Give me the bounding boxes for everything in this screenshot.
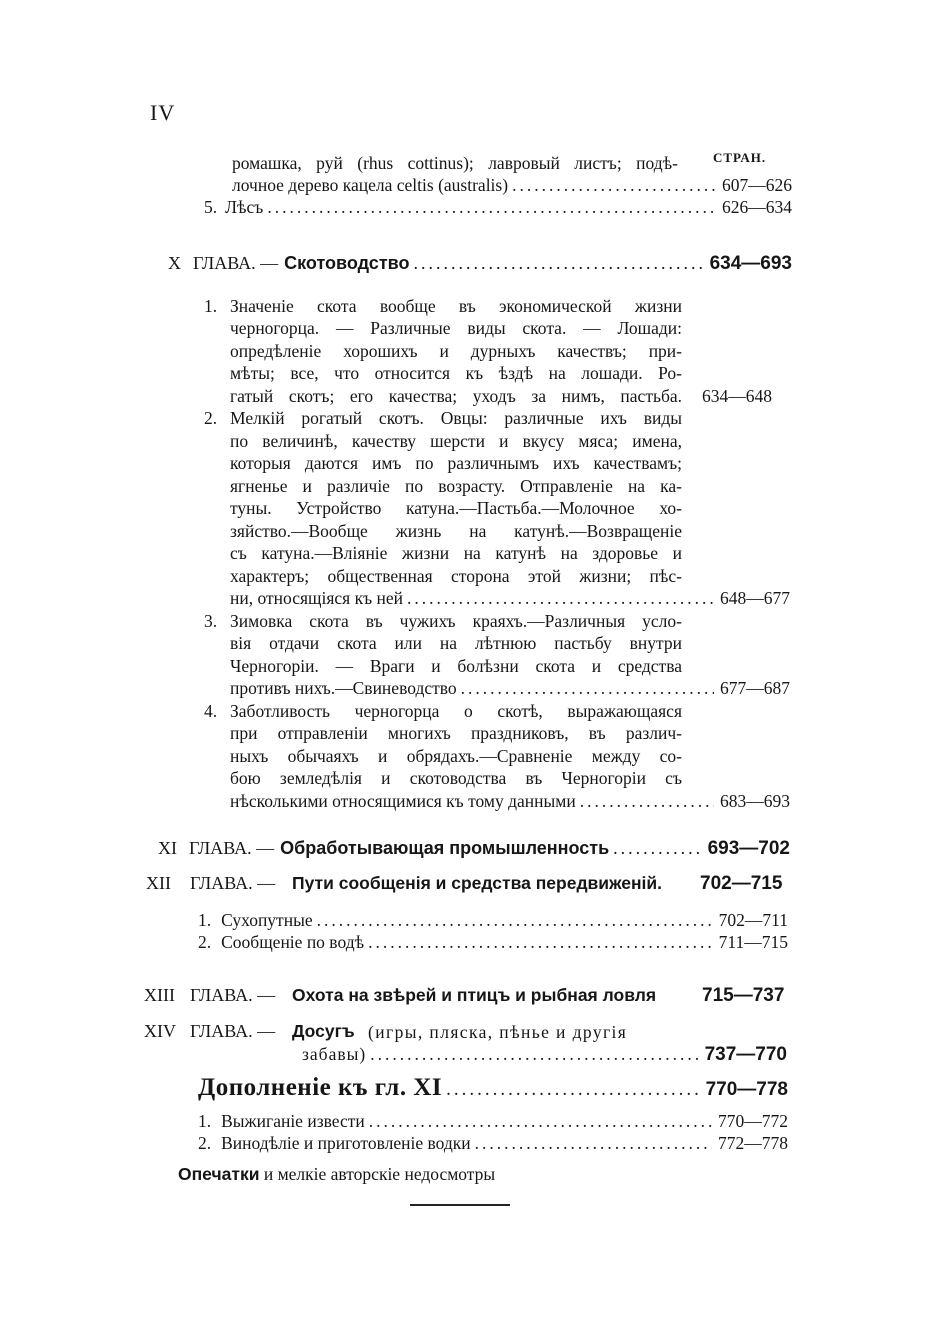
toc-item-text: Выжиганіе извести — [221, 1111, 365, 1131]
chapter-word: ГЛАВА. — — [190, 1021, 276, 1041]
chapter-pages: 634—693 — [709, 253, 792, 274]
item-pages: 683—693 — [720, 791, 790, 811]
item-number: 3. — [204, 611, 218, 631]
chapter-roman: XII — [146, 873, 171, 893]
toc-subitem — [198, 1132, 788, 1154]
item-pages: 677—687 — [720, 678, 790, 698]
toc-item-number: 5. — [204, 197, 218, 217]
chapter-pages: 715—737 — [702, 985, 785, 1006]
chapter-title: Досугъ — [292, 1021, 355, 1041]
dot-leader — [613, 838, 701, 859]
item-line: ни, относящіяся къ ней — [230, 588, 404, 608]
chapter-10-heading — [168, 253, 792, 275]
item-line: Зимовка скота въ чужихъ краяхъ.—Различныя усло- — [230, 611, 682, 631]
item-line: съ катуна.—Вліяніе жизни на катунѣ на здоровье и — [230, 543, 682, 563]
item-number: 4. — [204, 701, 218, 721]
item-line: мѣты; все, что относится къ ѣздѣ на лошади. Ро- — [230, 363, 682, 383]
toc-item-number: 1. — [198, 910, 212, 930]
chapter-title: Пути сообщенія и средства передвиженій. — [292, 873, 663, 893]
item-line: противъ нихъ.—Свиневодство — [230, 678, 457, 698]
dot-leader — [413, 253, 703, 274]
chapter-pages: 737—770 — [704, 1044, 787, 1065]
chapter-title: Скотоводство — [284, 253, 410, 273]
chapter-roman: XIV — [144, 1021, 176, 1041]
chapter-pages: 702—715 — [700, 873, 783, 894]
item-last-line — [230, 790, 790, 812]
item-pages: 648—677 — [720, 588, 790, 608]
item-line: Заботливость черногорца о скотѣ, выражающаяся — [230, 701, 682, 721]
item-line: Значеніе скота вообще въ экономической жизни — [230, 296, 682, 316]
toc-item-pages: 702—711 — [718, 910, 788, 930]
toc-continuation-line-1: ромашка, руй (rhus cottinus); лавровый листъ; подѣ- — [232, 153, 678, 173]
errata-line — [178, 1164, 495, 1185]
item-last-line — [230, 677, 790, 699]
toc-entry-text: лочное дерево кацела celtis (australis) — [232, 175, 509, 195]
item-number: 1. — [204, 296, 218, 316]
dot-leader — [446, 1079, 699, 1101]
toc-item-number: 2. — [198, 1133, 212, 1153]
toc-entry-pages: 607—626 — [722, 175, 792, 195]
chapter-11-heading — [158, 838, 790, 860]
dot-leader — [580, 790, 714, 812]
dot-leader — [512, 174, 716, 196]
item-line: по величинѣ, качеству шерсти и вкусу мяса; имена, — [230, 431, 682, 451]
item-line: ягненье и различіе по возрасту. Отправленіе на ка- — [230, 476, 682, 496]
item-line: гатый скотъ; его качества; уходъ за нимъ, пастьба. — [230, 386, 682, 406]
toc-item-number: 1. — [198, 1111, 212, 1131]
item-line: опредѣленіе хорошихъ и дурныхъ качествъ; при- — [230, 341, 682, 361]
dot-leader — [317, 909, 713, 931]
errata-rest: и мелкіе авторскіе недосмотры — [263, 1164, 496, 1184]
dot-leader — [267, 196, 716, 218]
item-number: 2. — [204, 408, 218, 428]
end-rule — [410, 1204, 510, 1206]
toc-item-text: Винодѣліе и приготовленіе водки — [221, 1133, 471, 1153]
item-line: зяйство.—Вообще жизнь на катунѣ.—Возвращеніе — [230, 521, 682, 541]
toc-item-text: Сообщеніе по водѣ — [221, 932, 365, 952]
toc-item-pages: 770—772 — [718, 1111, 788, 1131]
chapter-title: Охота на звѣрей и птицъ и рыбная ловля — [292, 985, 657, 1005]
toc-item-number: 2. — [198, 932, 212, 952]
appendix-heading — [198, 1074, 788, 1102]
chapter-title-rest: (игры, пляска, пѣнье и другія — [368, 1022, 628, 1042]
chapter-word: ГЛАВА. — — [189, 838, 275, 858]
chapter-roman: XIII — [144, 985, 175, 1005]
item-line: при отправленіи многихъ праздниковъ, въ различ- — [230, 723, 682, 743]
item-line: характеръ; общественная сторона этой жизни; пѣс- — [230, 566, 682, 586]
item-line: которыя даются имъ по различнымъ ихъ качествамъ; — [230, 453, 682, 473]
item-line: черногорца. — Различные виды скота. — Лошади: — [230, 318, 682, 338]
toc-item-forest — [204, 196, 792, 218]
chapter-14-line-2 — [302, 1043, 787, 1066]
dot-leader — [369, 1110, 712, 1132]
toc-subitem — [198, 909, 788, 931]
chapter-title-cont: забавы) — [302, 1044, 367, 1064]
item-last-line — [230, 587, 790, 609]
chapter-word: ГЛАВА. — — [190, 873, 276, 893]
dot-leader — [461, 677, 714, 699]
chapter-roman: XI — [158, 838, 177, 858]
item-line: бою земледѣлія и скотоводства въ Черногоріи съ — [230, 768, 682, 788]
chapter-title: Обработывающая промышленность — [280, 838, 610, 858]
dot-leader — [368, 931, 713, 953]
toc-item-text: Лѣсъ — [225, 197, 264, 217]
toc-item-text: Сухопутные — [221, 910, 313, 930]
toc-subitem — [198, 1110, 788, 1132]
chapter-word: ГЛАВА. — — [193, 253, 279, 273]
appendix-title: Дополненіе къ гл. XI — [198, 1074, 443, 1101]
page-number: IV — [150, 100, 176, 125]
item-line: ныхъ обычаяхъ и обрядахъ.—Сравненіе между со- — [230, 746, 682, 766]
item-line: вія отдачи скота или на лѣтнюю пастьбу внутри — [230, 633, 682, 653]
errata-bold: Опечатки — [178, 1164, 260, 1184]
item-line: туны. Устройство катуна.—Пастьба.—Молочное хо- — [230, 498, 682, 518]
toc-subitem — [198, 931, 788, 953]
chapter-word: ГЛАВА. — — [190, 985, 276, 1005]
item-line: Черногоріи. — Враги и болѣзни скота и средства — [230, 656, 682, 676]
dot-leader — [407, 587, 714, 609]
dot-leader — [475, 1132, 712, 1154]
appendix-pages: 770—778 — [705, 1079, 788, 1100]
item-line: Мелкій рогатый скотъ. Овцы: различные ихъ виды — [230, 408, 682, 428]
toc-item-pages: 772—778 — [718, 1133, 788, 1153]
dot-leader — [370, 1043, 698, 1065]
column-header: СТРАН. — [713, 150, 767, 165]
toc-item-pages: 626—634 — [722, 197, 792, 217]
toc-item-pages: 711—715 — [718, 932, 788, 952]
chapter-pages: 693—702 — [707, 838, 790, 859]
toc-continuation-line-2 — [232, 174, 792, 196]
chapter-roman: X — [168, 253, 181, 273]
item-pages: 634—648 — [702, 386, 772, 406]
item-line: нѣсколькими относящимися къ тому данными — [230, 791, 576, 811]
